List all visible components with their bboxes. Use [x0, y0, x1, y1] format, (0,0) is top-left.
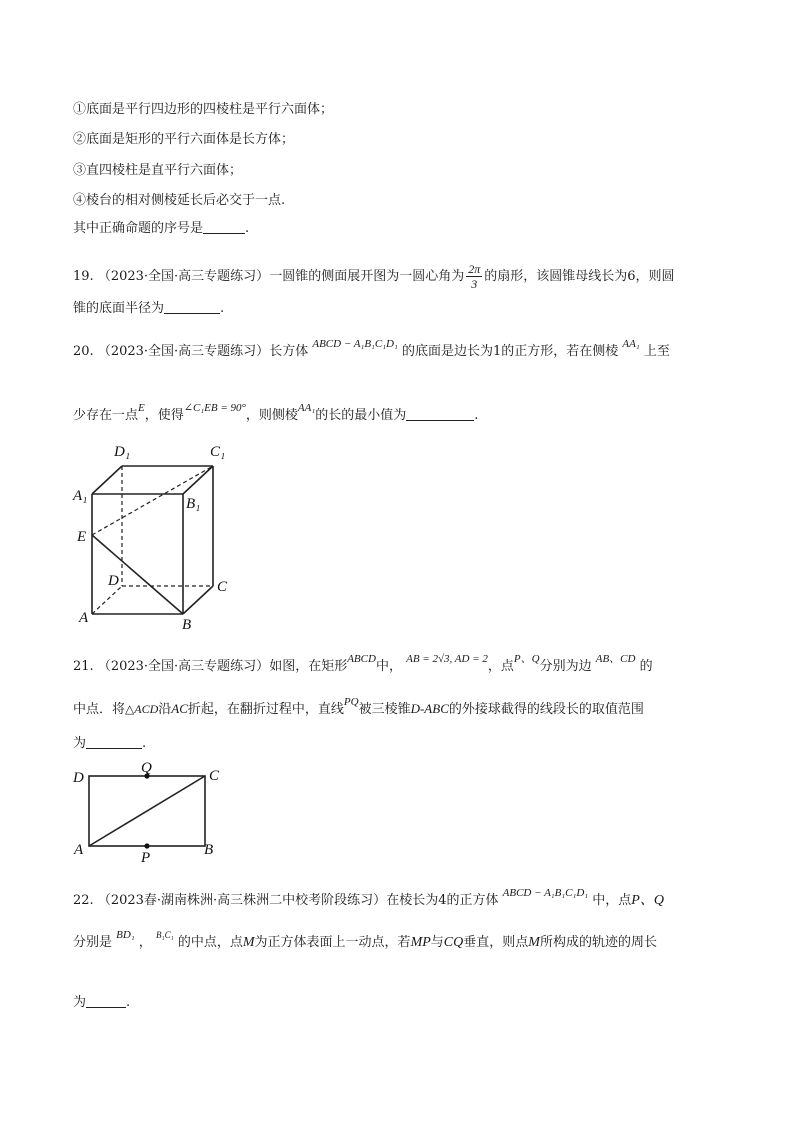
- q21-line1: 21. （2023·全国·高三专题练习）如图，在矩形$^{ABCD}$中， $^{AB = 2√3, AD = 2}$，点$^{P、Q}$分别为边 $^{AB、CD}$ 的: [73, 653, 653, 674]
- label-d: D: [73, 770, 84, 786]
- label-p: P: [141, 850, 151, 864]
- q19-number: 19.: [73, 269, 94, 284]
- q22-blank[interactable]: [86, 994, 126, 1008]
- q19-fraction: $\frac{2\pi}{3}$: [468, 262, 481, 291]
- q21-number: 21.: [73, 659, 94, 674]
- q22-number: 22.: [73, 893, 94, 908]
- q20-cuboid-figure: [72, 438, 242, 634]
- q21-rectangle-figure: [72, 758, 232, 864]
- answer-prompt: 其中正确命题的序号是: [73, 221, 204, 236]
- label-e: E: [77, 529, 87, 545]
- answer-blank[interactable]: [203, 220, 245, 234]
- label-d1: D₁: [114, 444, 131, 460]
- label-a1: A₁: [73, 488, 88, 504]
- statement-4: ④棱台的相对侧棱延长后必交于一点.: [73, 193, 286, 208]
- label-c1: C₁: [210, 444, 226, 460]
- q22-line3: 为 .: [73, 995, 131, 1010]
- label-d: D: [108, 573, 119, 589]
- q22-source: （2023春·湖南株洲·高三株洲二中校考阶段练习）: [97, 893, 387, 908]
- label-b1: B₁: [186, 496, 201, 512]
- q20-line1: 20. （2023·全国·高三专题练习）长方体 $^{ABCD - A_1B_1C_1D_1}$ 的底面是边长为1的正方形，若在侧棱 $^{AA_1}$ 上至: [73, 338, 670, 359]
- answer-line: 其中正确命题的序号是 .: [73, 221, 250, 236]
- q21-source: （2023·全国·高三专题练习）: [97, 659, 270, 674]
- label-a: A: [74, 842, 84, 858]
- label-b: B: [182, 617, 192, 633]
- q21-line2: 中点．将△ACD沿AC折起，在翻折过程中，直线$^{PQ}$被三棱锥D-ABC的外接球截得的线段长的取值范围: [73, 696, 644, 717]
- label-c: C: [217, 579, 228, 595]
- label-a: A: [79, 610, 89, 626]
- label-q: Q: [141, 760, 152, 776]
- q21-line3: 为 .: [73, 736, 147, 751]
- statement-3: ③直四棱柱是直平行六面体；: [73, 163, 243, 178]
- q19-source: （2023·全国·高三专题练习）: [97, 269, 270, 284]
- q20-blank[interactable]: [406, 407, 474, 421]
- q22-line2: 分别是 $^{BD_1}$ ， $^{B_1C_1}$ 的中点，点M为正方体表面上一动点，若MP与CQ垂直，则点M所构成的轨迹的周长: [73, 929, 657, 950]
- label-b: B: [204, 842, 214, 858]
- q19-blank[interactable]: [164, 300, 220, 314]
- q20-number: 20.: [73, 344, 94, 359]
- q20-line2: 少存在一点$^E$，使得$^{\angle C_1EB = 90^\circ}$，则侧棱$^{AA_1}$的长的最小值为 .: [73, 402, 479, 423]
- q19-line2: 锥的底面半径为 .: [73, 301, 225, 316]
- q19-line1: 19. （2023·全国·高三专题练习）一圆锥的侧面展开图为一圆心角为 $\frac{2\pi}{3}$ 的扇形，该圆锥母线长为6，则圆: [73, 262, 675, 291]
- label-c: C: [209, 768, 220, 784]
- statement-2: ②底面是矩形的平行六面体是长方体；: [73, 132, 295, 147]
- statement-1: ①底面是平行四边形的四棱柱是平行六面体；: [73, 102, 334, 117]
- q21-blank[interactable]: [86, 735, 142, 749]
- q20-source: （2023·全国·高三专题练习）: [97, 344, 270, 359]
- q22-line1: 22. （2023春·湖南株洲·高三株洲二中校考阶段练习）在棱长为4的正方体 $^{ABCD - A_1B_1C_1D_1}$ 中，点P、Q: [73, 887, 664, 908]
